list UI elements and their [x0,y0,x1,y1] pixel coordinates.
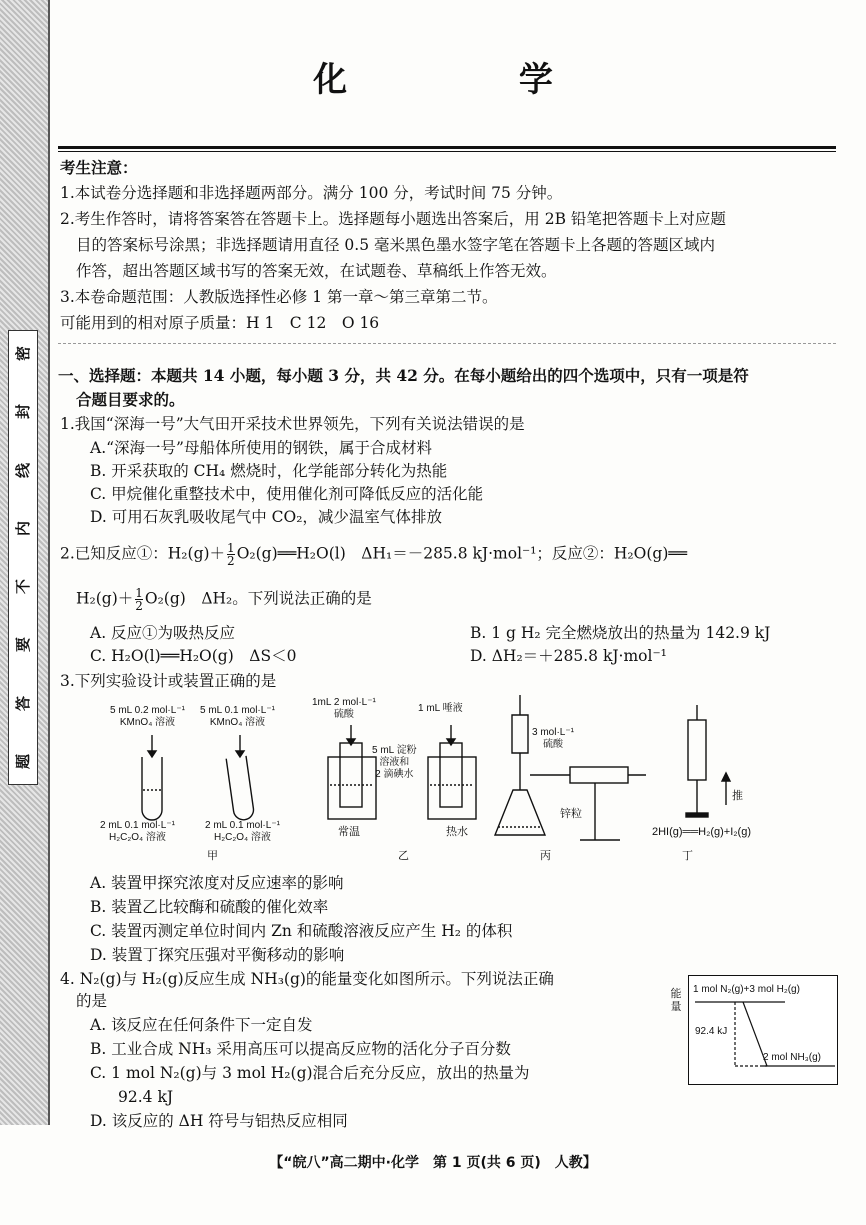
fig-label [110,705,185,729]
energy-diagram [688,975,838,1085]
fig-caption-bing: 丙 [540,850,551,862]
seal-char: 密 [14,345,33,362]
question-1-option-a: A.“深海一号”母船体所使用的钢铁，属于合成材料 [90,439,432,457]
energy-bottom-label: 2 mol NH₃(g) [763,1052,821,1063]
fig-text: 硫酸 [542,739,563,750]
notice-line-2a: 2.考生作答时，请将答案答在答题卡上。选择题每小题选出答案后，用 2B 铅笔把答题卡上对应题 [60,210,726,228]
question-3-option-d: D. 装置丁探究压强对平衡移动的影响 [90,946,345,964]
fig-text: 5 mL 0.1 mol·L⁻¹ [200,705,275,716]
fig-text: 2 滴碘水 [375,769,414,780]
fig-label [532,727,574,751]
fig-text: 2 mL 0.1 mol·L⁻¹ [100,820,175,831]
question-1-stem: 1.我国“深海一号”大气田开采技术世界领先，下列有关说法错误的是 [60,415,525,433]
notice-line-3: 3.本卷命题范围：人教版选择性必修 1 第一章～第三章第二节。 [60,288,498,306]
section-heading-cont: 合题目要求的。 [76,390,185,409]
fig-text: 硫酸 [333,709,354,720]
energy-top-label: 1 mol N₂(g)+3 mol H₂(g) [693,984,800,995]
question-2-option-c: C. H₂O(l)══H₂O(g) ΔS＜0 [90,647,297,665]
seal-char: 题 [14,753,33,769]
q2-text-d: O₂(g) ΔH₂。下列说法正确的是 [144,589,372,608]
seal-char: 答 [14,695,33,711]
q2-text-c: H₂(g)＋ [76,589,134,608]
question-2-option-d: D. ΔH₂＝＋285.8 kJ·mol⁻¹ [470,647,667,665]
question-2-option-a: A. 反应①为吸热反应 [90,624,236,642]
fig-label [100,820,175,844]
section-divider [58,343,836,344]
notice-line-4: 可能用到的相对原子质量：H 1 C 12 O 16 [60,314,380,332]
fig-label: 锌粒 [560,808,582,820]
fig-label [205,820,280,844]
energy-delta-label: 92.4 kJ [695,1026,728,1037]
fig-text: KMnO₄ 溶液 [209,717,266,728]
question-3-option-a: A. 装置甲探究浓度对反应速率的影响 [90,874,344,892]
question-3-stem: 3.下列实验设计或装置正确的是 [60,672,277,690]
fraction [227,542,235,567]
question-4-option-c: C. 1 mol N₂(g)与 3 mol H₂(g)混合后充分反应，放出的热量为 [90,1064,530,1082]
fig-text: KMnO₄ 溶液 [119,717,176,728]
question-2-option-b: B. 1 g H₂ 完全燃烧放出的热量为 142.9 kJ [470,624,771,642]
question-1-option-b: B. 开采获取的 CH₄ 燃烧时，化学能部分转化为热能 [90,462,448,480]
q2-text-a: 2.已知反应①：H₂(g)＋ [60,544,226,563]
fig-text: 2 mL 0.1 mol·L⁻¹ [205,820,280,831]
question-4-stem: 4. N₂(g)与 H₂(g)反应生成 NH₃(g)的能量变化如图所示。下列说法正确 [60,970,554,988]
fraction-denominator: 2 [227,554,235,568]
binding-margin [0,0,50,1125]
fig-caption-ding: 丁 [682,850,693,862]
fig-label [312,697,376,721]
question-4-option-a: A. 该反应在任何条件下一定自发 [90,1016,313,1034]
question-4-option-c-cont: 92.4 kJ [118,1088,174,1106]
fig-text: H₂C₂O₄ 溶液 [214,832,271,843]
question-2-stem-line2 [76,587,372,612]
q2-text-b: O₂(g)══H₂O(l) ΔH₁＝－285.8 kJ·mol⁻¹；反应②：H₂O(g)══ [236,544,688,563]
seal-char: 线 [14,462,33,478]
seal-line-notice [8,330,38,785]
fig-label: 1 mL 唾液 [418,703,463,714]
fig-caption-yi: 乙 [398,850,409,862]
fig-equation: 2HI(g)══H₂(g)+I₂(g) [652,826,751,838]
title-rule-thin [58,151,836,152]
question-4-option-d: D. 该反应的 ΔH 符号与铝热反应相同 [90,1112,348,1130]
title-rule-thick [58,146,836,149]
notice-line-2c: 作答，超出答题区域书写的答案无效，在试题卷、草稿纸上作答无效。 [76,262,557,280]
fraction-numerator: 1 [227,541,235,555]
question-4-option-b: B. 工业合成 NH₃ 采用高压可以提高反应物的活化分子百分数 [90,1040,511,1058]
energy-axis-label: 能量 [670,988,682,1013]
fig-text: 5 mL 淀粉 [372,745,417,756]
fig-text: 5 mL 0.2 mol·L⁻¹ [110,705,185,716]
fig-caption-jia: 甲 [207,850,218,862]
fig-label: 推 [732,790,743,802]
question-3-option-b: B. 装置乙比较酶和硫酸的催化效率 [90,898,329,916]
seal-char: 封 [14,404,33,420]
fig-label: 热水 [446,826,468,838]
fraction-numerator: 1 [135,586,143,600]
notice-line-1: 1.本试卷分选择题和非选择题两部分。满分 100 分，考试时间 75 分钟。 [60,184,563,202]
seal-char: 要 [14,637,33,653]
fig-label [372,745,417,781]
notice-line-2b: 目的答案标号涂黑；非选择题请用直径 0.5 毫米黑色墨水签字笔在答题卡上各题的答题区域内 [76,236,716,254]
seal-char: 内 [14,520,33,536]
fig-text: 3 mol·L⁻¹ [532,727,574,738]
seal-char: 不 [14,579,33,595]
fig-text: 溶液和 [379,757,410,768]
fraction-denominator: 2 [135,599,143,613]
notice-heading: 考生注意： [60,158,138,177]
fraction [135,587,143,612]
page-title: 化 学 [313,60,633,100]
question-3-option-c: C. 装置丙测定单位时间内 Zn 和硫酸溶液反应产生 H₂ 的体积 [90,922,513,940]
page-footer: 【“皖八”高二期中·化学 第 1 页(共 6 页) 人教】 [269,1155,597,1171]
fig-label [200,705,275,729]
fig-text: 1mL 2 mol·L⁻¹ [312,697,376,708]
apparatus-figure [90,695,810,870]
fig-text: H₂C₂O₄ 溶液 [109,832,166,843]
question-1-option-d: D. 可用石灰乳吸收尾气中 CO₂，减少温室气体排放 [90,508,442,526]
question-2-stem-line1 [60,542,687,567]
fig-label: 常温 [338,826,360,838]
question-1-option-c: C. 甲烷催化重整技术中，使用催化剂可降低反应的活化能 [90,485,484,503]
question-4-stem-cont: 的是 [76,992,108,1010]
section-heading: 一、选择题：本题共 14 小题，每小题 3 分，共 42 分。在每小题给出的四个选项中，只有一项是符 [58,366,749,385]
